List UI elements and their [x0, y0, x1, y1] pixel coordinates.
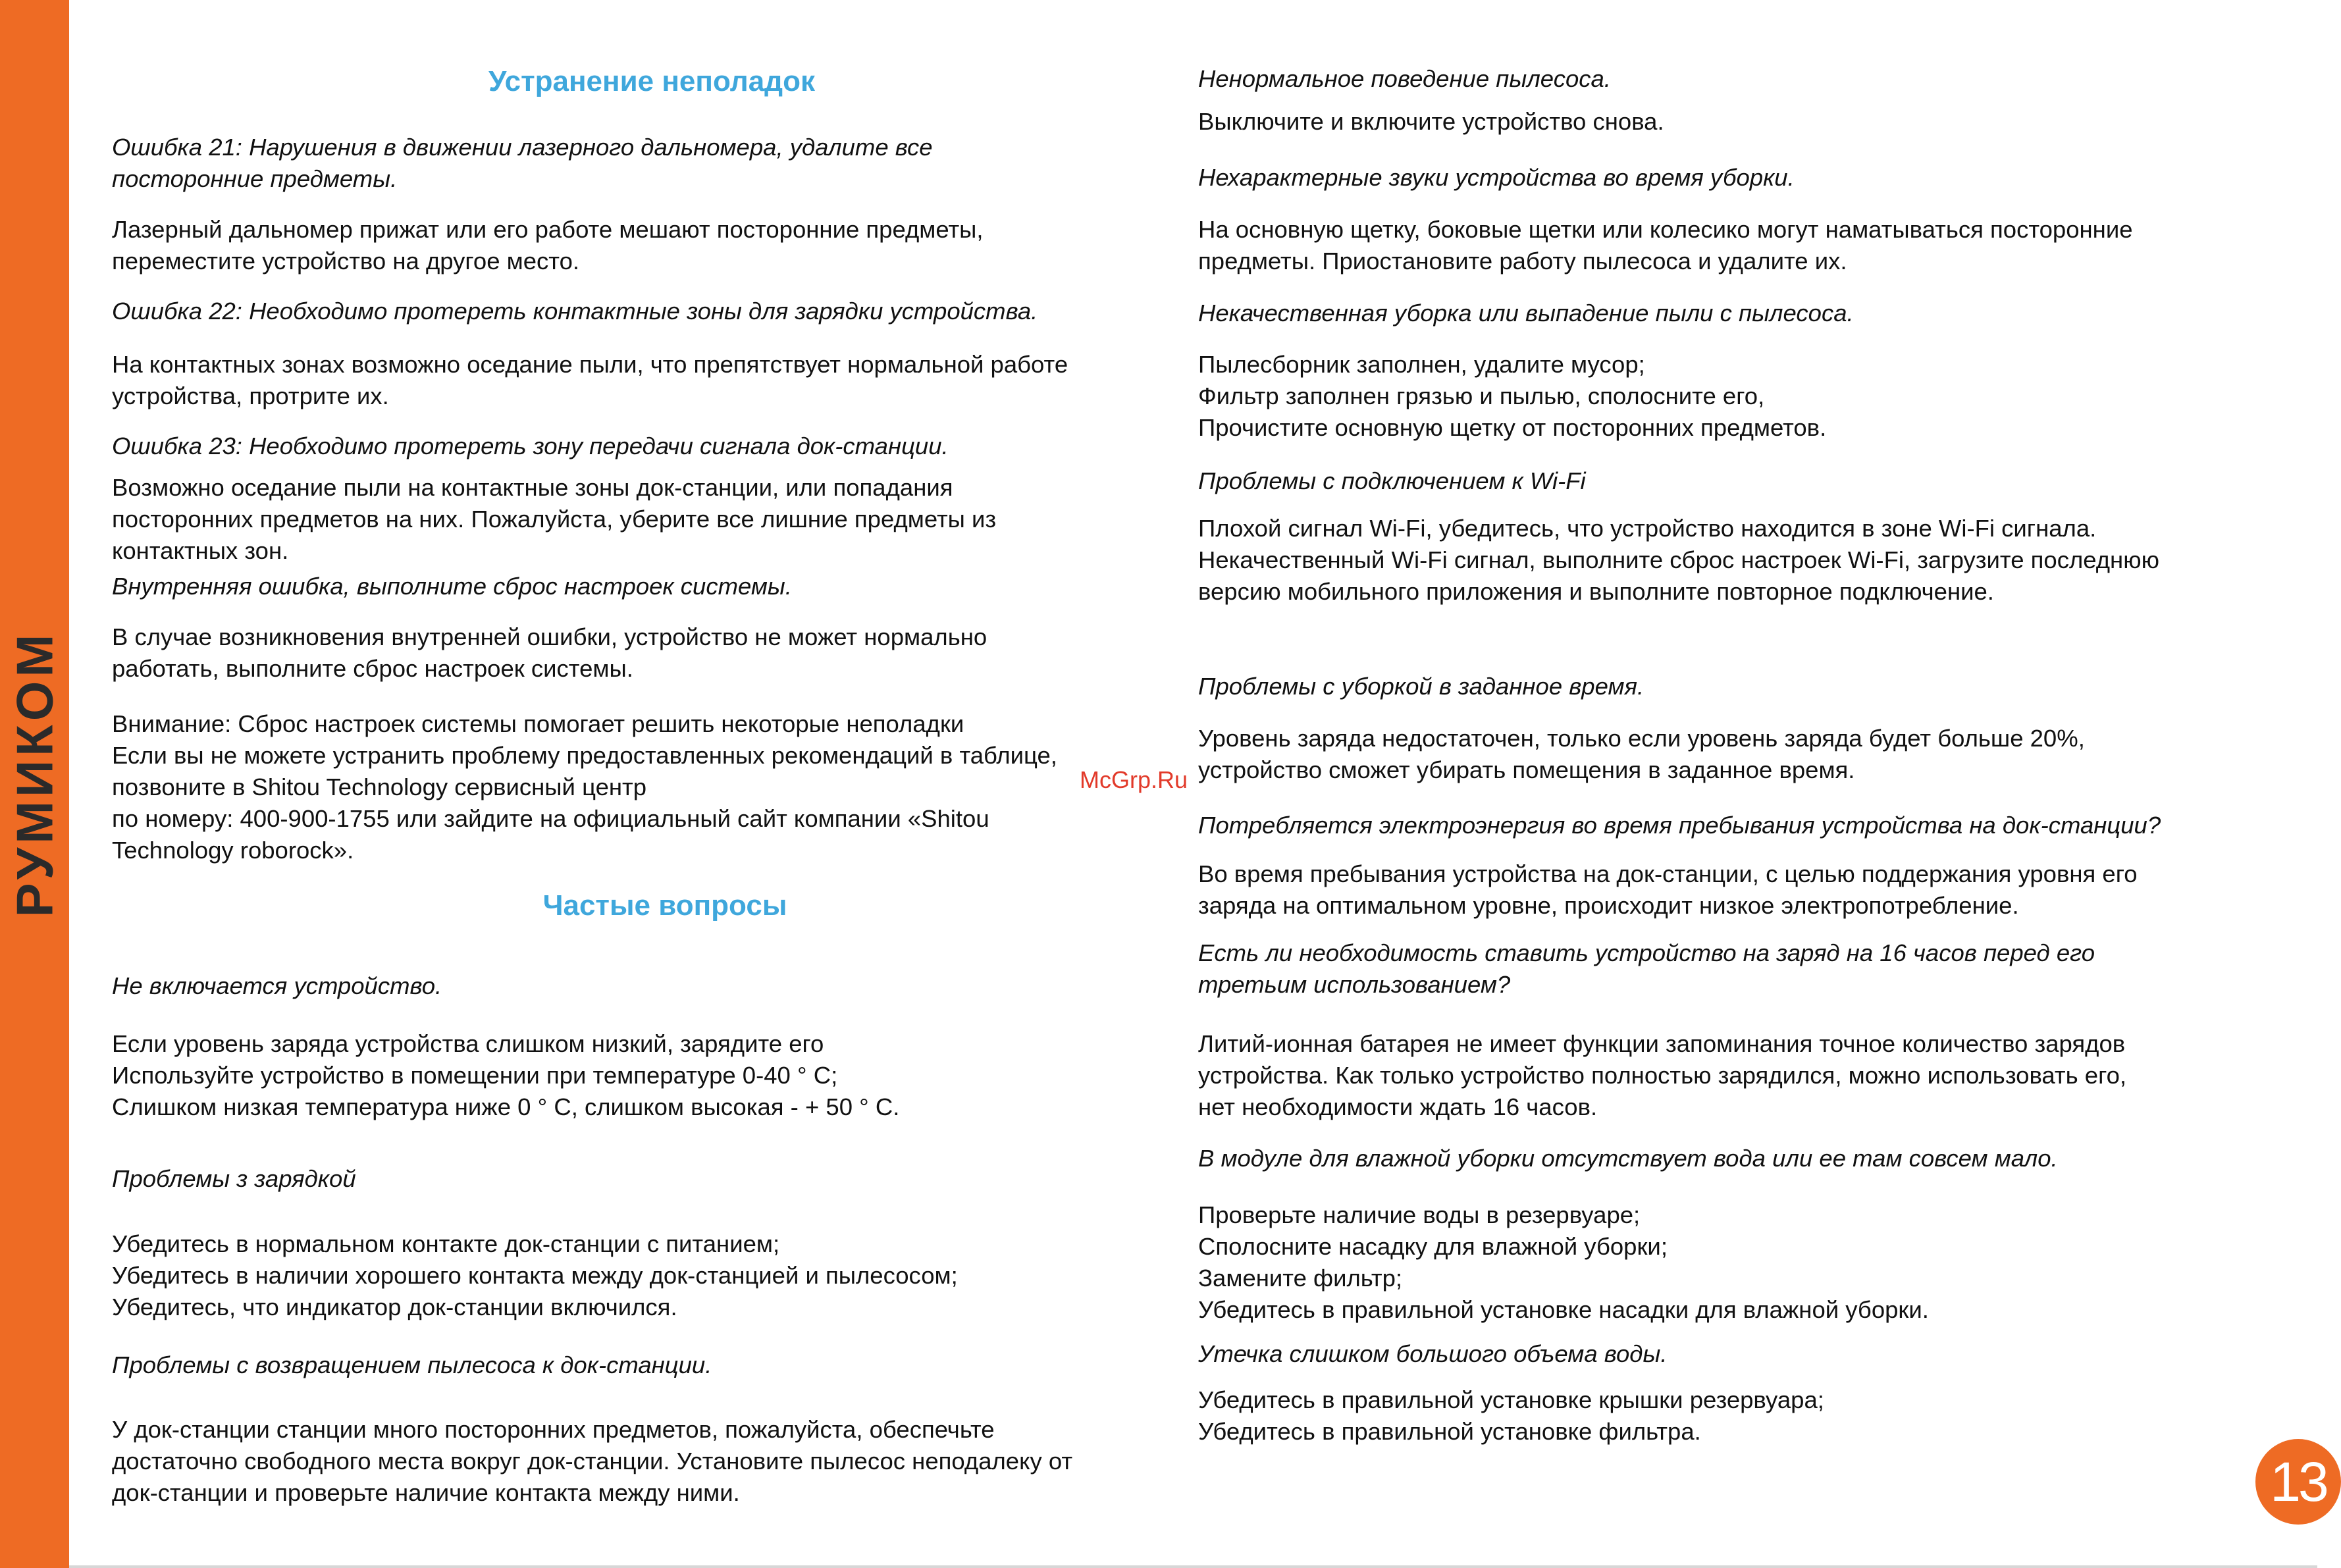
dock-power-text: [1198, 858, 2138, 922]
text-line: Выключите и включите устройство снова.: [1198, 108, 1664, 135]
text-line: устройства. Как только устройство полностью зарядился, можно использовать его,: [1198, 1062, 2127, 1089]
sounds-title: [1198, 162, 1795, 194]
text-line: Внимание: Сброс настроек системы помогает решить некоторые неполадки: [112, 710, 964, 737]
text-line: Убедитесь в наличии хорошего контакта между док-станцией и пылесосом;: [112, 1262, 958, 1289]
charge-16-text: [1198, 1028, 2126, 1123]
text-line: Не включается устройство.: [112, 972, 442, 999]
quality-title: [1198, 298, 1854, 329]
internal-error-text: [112, 621, 987, 685]
text-line: Ненормальное поведение пылесоса.: [1198, 65, 1611, 92]
text-line: третьим использованием?: [1198, 971, 1511, 998]
error-21-title: [112, 132, 933, 195]
leak-text: [1198, 1384, 1824, 1448]
return-title: [112, 1349, 712, 1381]
return-text: [112, 1414, 1072, 1509]
text-line: Лазерный дальномер прижат или его работе мешают посторонние предметы,: [112, 216, 984, 243]
text-line: На контактных зонах возможно оседание пыли, что препятствует нормальной работе: [112, 351, 1068, 378]
text-line: посторонних предметов на них. Пожалуйста, уберите все лишние предметы из: [112, 506, 997, 533]
text-line: В модуле для влажной уборки отсутствует вода или ее там совсем мало.: [1198, 1145, 2058, 1172]
abnormal-text: [1198, 106, 1664, 138]
internal-error-title: [112, 571, 792, 602]
text-line: Убедитесь, что индикатор док-станции включился.: [112, 1294, 677, 1320]
text-line: Ошибка 21: Нарушения в движении лазерного дальномера, удалите все: [112, 134, 933, 161]
text-line: нет необходимости ждать 16 часов.: [1198, 1093, 1598, 1120]
text-line: работать, выполните сброс настроек системы.: [112, 655, 633, 682]
text-line: Проблемы с возвращением пылесоса к док-станции.: [112, 1351, 712, 1378]
text-line: Литий-ионная батарея не имеет функции запоминания точное количество зарядов: [1198, 1030, 2126, 1057]
text-line: Убедитесь в нормальном контакте док-станции с питанием;: [112, 1230, 780, 1257]
text-line: Утечка слишком большого объема воды.: [1198, 1340, 1668, 1367]
heading-troubleshooting: Устранение неполадок: [488, 65, 815, 97]
water-title: [1198, 1143, 2058, 1174]
text-line: Прочистите основную щетку от посторонних предметов.: [1198, 414, 1827, 441]
text-line: У док-станции станции много посторонних предметов, пожалуйста, обеспечьте: [112, 1416, 995, 1443]
text-line: Есть ли необходимость ставить устройство на заряд на 16 часов перед его: [1198, 939, 2095, 966]
text-line: В случае возникновения внутренней ошибки, устройство не может нормально: [112, 623, 987, 650]
charging-text: [112, 1228, 958, 1323]
wifi-title: [1198, 465, 1586, 497]
text-line: Проверьте наличие воды в резервуаре;: [1198, 1201, 1641, 1228]
charging-title: [112, 1163, 356, 1195]
text-line: Убедитесь в правильной установке фильтра.: [1198, 1418, 1701, 1445]
wifi-text: [1198, 513, 2159, 608]
text-line: Фильтр заполнен грязью и пылью, сполосните его,: [1198, 382, 1765, 409]
text-line: Некачественная уборка или выпадение пыли с пылесоса.: [1198, 300, 1854, 327]
text-line: Проблемы с подключением к Wi-Fi: [1198, 467, 1586, 494]
text-line: Ошибка 22: Необходимо протереть контактные зоны для зарядки устройства.: [112, 298, 1038, 325]
text-line: Убедитесь в правильной установке крышки резервуара;: [1198, 1386, 1824, 1413]
error-23-text: [112, 472, 996, 567]
text-line: Проблемы з зарядкой: [112, 1165, 356, 1192]
text-line: Плохой сигнал Wi-Fi, убедитесь, что устройство находится в зоне Wi-Fi сигнала.: [1198, 515, 2097, 542]
text-line: по номеру: 400-900-1755 или зайдите на официальный сайт компании «Shitou: [112, 805, 989, 832]
sounds-text: [1198, 214, 2133, 277]
error-22-text: [112, 349, 1068, 412]
scheduled-text: [1198, 723, 2085, 786]
text-line: Используйте устройство в помещении при температуре 0-40 ° С;: [112, 1062, 838, 1089]
text-line: предметы. Приостановите работу пылесоса и удалите их.: [1198, 248, 1847, 274]
heading-faq: Частые вопросы: [542, 889, 787, 922]
text-line: Убедитесь в правильной установке насадки для влажной уборки.: [1198, 1296, 1929, 1323]
text-line: версию мобильного приложения и выполните повторное подключение.: [1198, 578, 1994, 605]
error-21-text: [112, 214, 984, 277]
text-line: Потребляется электроэнергия во время пребывания устройства на док-станции?: [1198, 812, 2161, 839]
text-line: Возможно оседание пыли на контактные зоны док-станции, или попадания: [112, 474, 953, 501]
charge-16-title: [1198, 937, 2095, 1001]
text-line: устройство сможет убирать помещения в заданное время.: [1198, 756, 1855, 783]
text-line: устройства, протрите их.: [112, 382, 389, 409]
watermark: McGrp.Ru: [1080, 766, 1188, 793]
text-line: Во время пребывания устройства на док-станции, с целью поддержания уровня его: [1198, 860, 2138, 887]
text-line: Слишком низкая температура ниже 0 ° С, слишком высокая - + 50 ° С.: [112, 1093, 900, 1120]
text-line: Сполосните насадку для влажной уборки;: [1198, 1233, 1668, 1260]
page-number: 13: [2255, 1439, 2341, 1525]
text-line: Ошибка 23: Необходимо протереть зону передачи сигнала док-станции.: [112, 432, 949, 459]
leak-title: [1198, 1338, 1667, 1370]
text-line: Некачественный Wi-Fi сигнал, выполните сброс настроек Wi-Fi, загрузите последнюю: [1198, 546, 2159, 573]
text-line: Если вы не можете устранить проблему предоставленных рекомендаций в таблице,: [112, 742, 1057, 769]
water-text: [1198, 1199, 1929, 1326]
text-line: заряда на оптимальном уровне, происходит низкое электропотребление.: [1198, 892, 2019, 919]
brand-text: РУМИКОМ: [5, 630, 64, 918]
text-line: Замените фильтр;: [1198, 1265, 1403, 1292]
bottom-divider: [69, 1565, 2317, 1568]
text-line: Проблемы с уборкой в заданное время.: [1198, 673, 1644, 700]
text-line: Technology roborock».: [112, 837, 354, 864]
power-on-text: [112, 1028, 899, 1123]
quality-text: [1198, 349, 1826, 444]
text-line: док-станции и проверьте наличие контакта между ними.: [112, 1479, 740, 1506]
error-23-title: [112, 431, 949, 462]
text-line: Внутренняя ошибка, выполните сброс настроек системы.: [112, 573, 792, 600]
error-22-title: [112, 296, 1038, 327]
dock-power-title: [1198, 810, 2161, 841]
text-line: Уровень заряда недостаточен, только если уровень заряда будет больше 20%,: [1198, 725, 2085, 752]
notice-text: [112, 708, 1057, 866]
power-on-title: [112, 970, 442, 1002]
text-line: Пылесборник заполнен, удалите мусор;: [1198, 351, 1645, 378]
text-line: позвоните в Shitou Technology сервисный центр: [112, 773, 647, 800]
text-line: Нехарактерные звуки устройства во время уборки.: [1198, 164, 1795, 191]
text-line: достаточно свободного места вокруг док-станции. Установите пылесос неподалеку от: [112, 1448, 1073, 1475]
text-line: Если уровень заряда устройства слишком низкий, зарядите его: [112, 1030, 824, 1057]
scheduled-title: [1198, 671, 1644, 702]
text-line: посторонние предметы.: [112, 165, 398, 192]
text-line: переместите устройство на другое место.: [112, 248, 580, 274]
abnormal-title: [1198, 63, 1611, 95]
text-line: контактных зон.: [112, 537, 289, 564]
text-line: На основную щетку, боковые щетки или колесико могут наматываться посторонние: [1198, 216, 2133, 243]
